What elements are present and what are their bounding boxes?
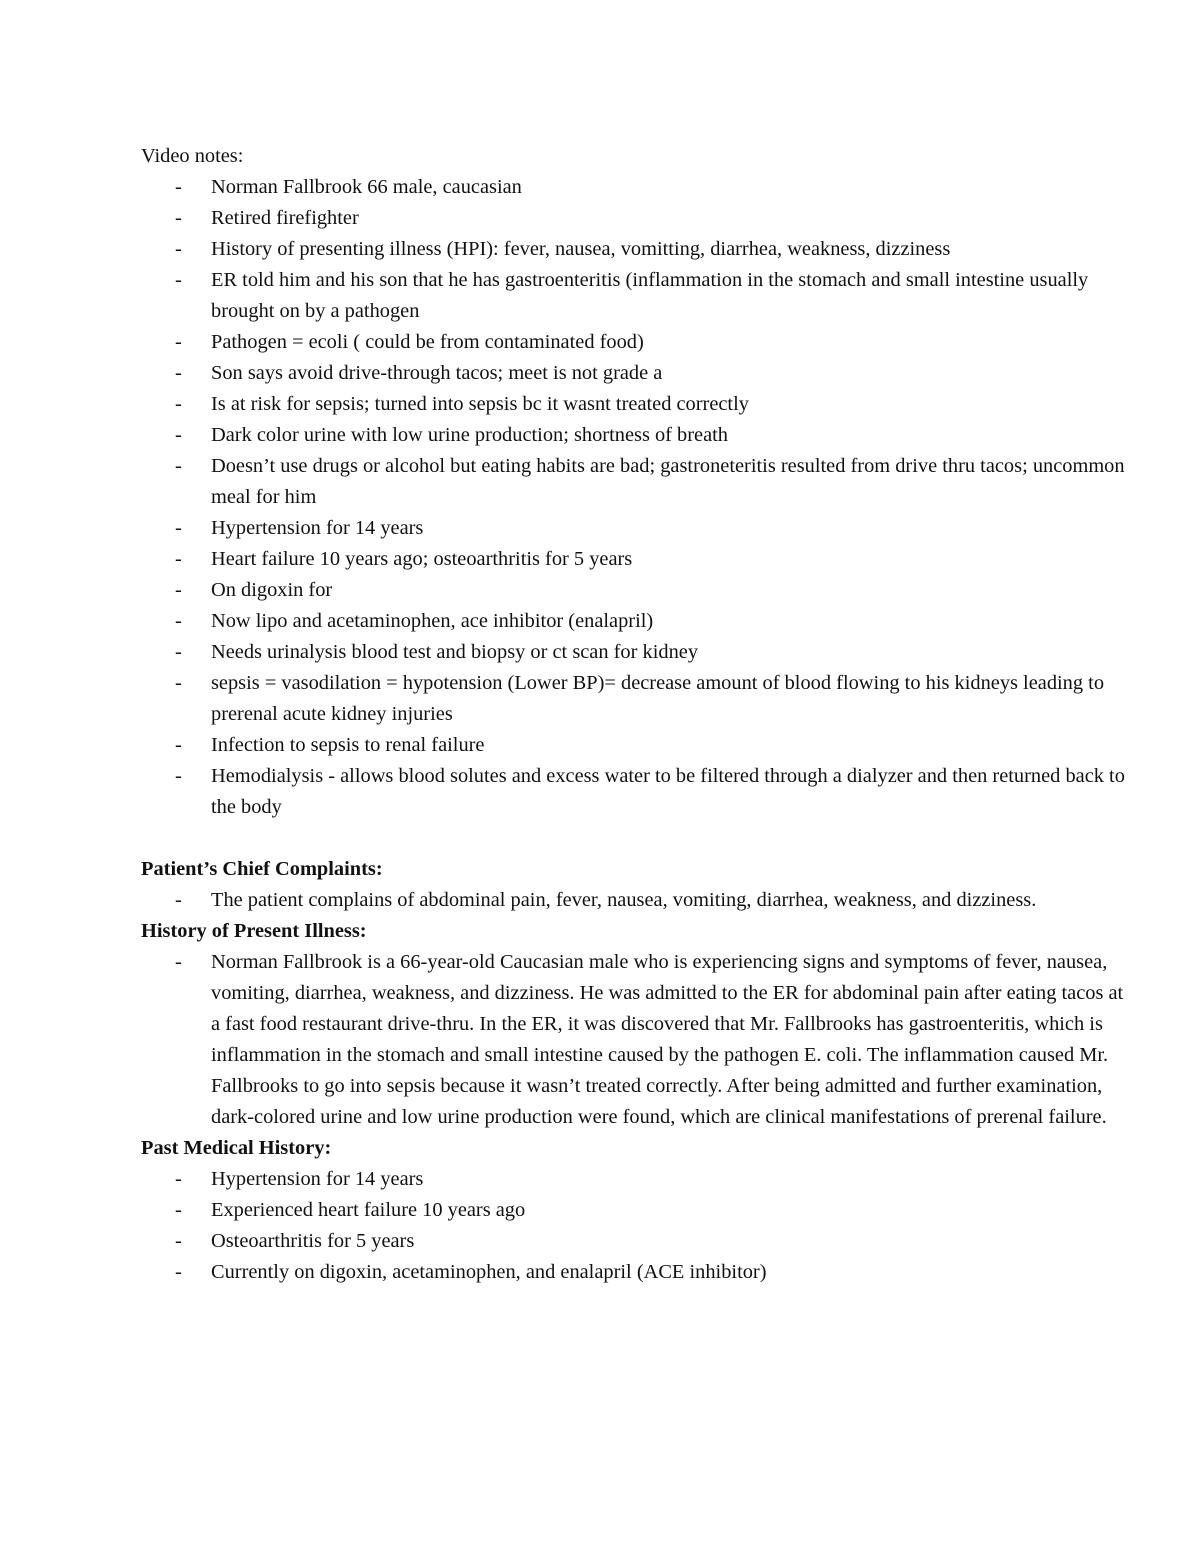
list-item [141, 1226, 1131, 1257]
dash-bullet: - [175, 517, 182, 539]
list-item-text: Pathogen = ecoli ( could be from contaminated food) [211, 331, 644, 353]
list-item [141, 327, 1131, 358]
dash-bullet: - [175, 362, 182, 384]
list-item [141, 637, 1131, 668]
dash-bullet: - [175, 393, 182, 415]
list-item-text: Doesn’t use drugs or alcohol but eating habits are bad; gastroneteritis resulted from drive thru tacos; uncommon meal for him [211, 455, 1125, 508]
medical-history-heading: Past Medical History: [141, 1137, 332, 1159]
list-item-text: Hypertension for 14 years [211, 517, 424, 539]
list-item [141, 358, 1131, 389]
list-item-text: Hemodialysis - allows blood solutes and excess water to be filtered through a dialyzer and then returned back to the body [211, 765, 1125, 818]
list-item-text: Experienced heart failure 10 years ago [211, 1199, 526, 1221]
dash-bullet: - [175, 1199, 182, 1221]
section-spacer [141, 823, 1131, 854]
list-item [141, 606, 1131, 637]
list-item [141, 575, 1131, 606]
list-item-text: The patient complains of abdominal pain, fever, nausea, vomiting, diarrhea, weakness, and dizziness. [211, 889, 1037, 911]
list-item-text: Norman Fallbrook 66 male, caucasian [211, 176, 522, 198]
list-item-text: History of presenting illness (HPI): fever, nausea, vomitting, diarrhea, weakness, dizziness [211, 238, 951, 260]
list-item-text: Norman Fallbrook is a 66-year-old Caucasian male who is experiencing signs and symptoms of fever, nausea, vomiting, diarrhea, weakness, and dizziness. He was admitted to the ER for abdominal pain after eating tacos at a fast food restaurant drive-thru. In the ER, it was discovered that Mr. Fallbrooks has gastroenteritis, which is inflammation in the stomach and small intestine caused by the pathogen E. coli. The inflammation caused Mr. Fallbrooks to go into sepsis because it wasn’t treated correctly. After being admitted and further examination, dark-colored urine and low urine production were found, which are clinical manifestations of prerenal failure. [211, 951, 1124, 1128]
video-notes-list [141, 172, 1131, 823]
list-item [141, 265, 1131, 327]
document-page [141, 141, 1131, 1288]
list-item-text: Hypertension for 14 years [211, 1168, 424, 1190]
present-illness-heading: History of Present Illness: [141, 920, 367, 942]
dash-bullet: - [175, 734, 182, 756]
list-item-text: Infection to sepsis to renal failure [211, 734, 485, 756]
list-item [141, 761, 1131, 823]
list-item [141, 730, 1131, 761]
list-item [141, 885, 1131, 916]
list-item-text: On digoxin for [211, 579, 333, 601]
list-item-text: Needs urinalysis blood test and biopsy or ct scan for kidney [211, 641, 699, 663]
chief-complaints-heading: Patient’s Chief Complaints: [141, 858, 383, 880]
dash-bullet: - [175, 238, 182, 260]
list-item [141, 172, 1131, 203]
list-item [141, 234, 1131, 265]
dash-bullet: - [175, 1261, 182, 1283]
list-item-text: Retired firefighter [211, 207, 359, 229]
list-item [141, 544, 1131, 575]
list-item [141, 203, 1131, 234]
dash-bullet: - [175, 1168, 182, 1190]
dash-bullet: - [175, 424, 182, 446]
list-item [141, 389, 1131, 420]
dash-bullet: - [175, 951, 182, 973]
dash-bullet: - [175, 579, 182, 601]
list-item [141, 451, 1131, 513]
present-illness-list [141, 947, 1131, 1133]
list-item [141, 513, 1131, 544]
dash-bullet: - [175, 269, 182, 291]
dash-bullet: - [175, 889, 182, 911]
list-item-text: ER told him and his son that he has gastroenteritis (inflammation in the stomach and small intestine usually brought on by a pathogen [211, 269, 1089, 322]
dash-bullet: - [175, 176, 182, 198]
dash-bullet: - [175, 1230, 182, 1252]
list-item [141, 1164, 1131, 1195]
dash-bullet: - [175, 207, 182, 229]
list-item-text: Now lipo and acetaminophen, ace inhibitor (enalapril) [211, 610, 654, 632]
list-item [141, 1257, 1131, 1288]
dash-bullet: - [175, 641, 182, 663]
dash-bullet: - [175, 672, 182, 694]
list-item [141, 668, 1131, 730]
list-item-text: Dark color urine with low urine production; shortness of breath [211, 424, 729, 446]
dash-bullet: - [175, 610, 182, 632]
list-item [141, 947, 1131, 1133]
list-item [141, 1195, 1131, 1226]
list-item-text: Heart failure 10 years ago; osteoarthritis for 5 years [211, 548, 633, 570]
list-item-text: Currently on digoxin, acetaminophen, and enalapril (ACE inhibitor) [211, 1261, 767, 1283]
list-item [141, 420, 1131, 451]
dash-bullet: - [175, 548, 182, 570]
chief-complaints-list [141, 885, 1131, 916]
list-item-text: Osteoarthritis for 5 years [211, 1230, 415, 1252]
list-item-text: Is at risk for sepsis; turned into sepsis bc it wasnt treated correctly [211, 393, 749, 415]
dash-bullet: - [175, 455, 182, 477]
dash-bullet: - [175, 331, 182, 353]
list-item-text: Son says avoid drive-through tacos; meet is not grade a [211, 362, 663, 384]
medical-history-list [141, 1164, 1131, 1288]
dash-bullet: - [175, 765, 182, 787]
video-notes-heading: Video notes: [141, 145, 244, 167]
list-item-text: sepsis = vasodilation = hypotension (Lower BP)= decrease amount of blood flowing to his kidneys leading to prerenal acute kidney injuries [211, 672, 1105, 725]
